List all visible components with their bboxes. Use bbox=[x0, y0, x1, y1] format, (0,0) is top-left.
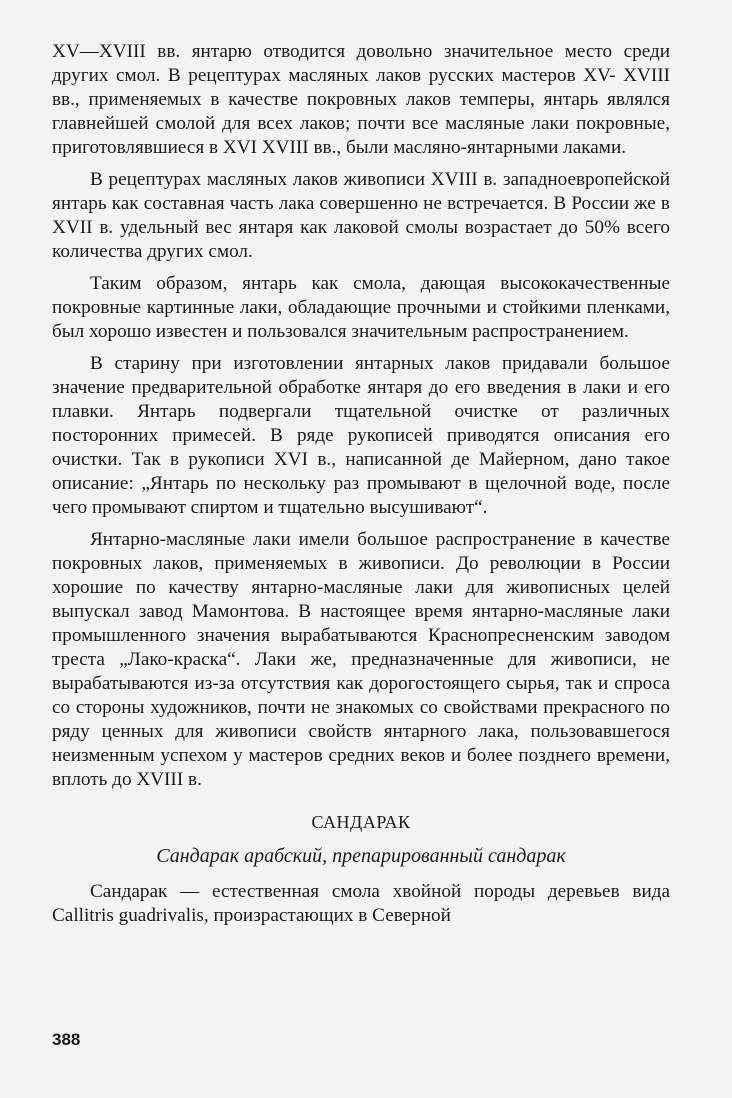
paragraph: В рецептурах масляных лаков живописи XVIII в. западноевропейской янтарь как составная часть лака совершенно не встречается. В России же в XVII в. удельный вес янтаря как лаковой смолы возрастает до 50% всего количества других смол. bbox=[52, 169, 670, 262]
paragraph: Сандарак — естественная смола хвойной породы деревьев вида Callitris guadrivalis, произрастающих в Северной bbox=[52, 881, 670, 926]
page-text bbox=[52, 40, 670, 928]
paragraph: В старину при изготовлении янтарных лаков придавали большое значение предварительной обработке янтаря до его введения в лаки и его плавки. Янтарь подвергали тщательной очистке от различных посторонних примесей. В ряде рукописей приводятся описания его очистки. Так в рукописи XVI в., написанной де Майерном, дано такое описание: „Янтарь по нескольку раз промывают в щелочной воде, после чего промывают спиртом и тщательно высушивают“. bbox=[52, 353, 670, 518]
paragraph: Янтарно-масляные лаки имели большое распространение в качестве покровных лаков, применяемых в живописи. До революции в России хорошие по качеству янтарно-масляные лаки для живописных целей выпускал завод Мамонтова. В настоящее время янтарно-масляные лаки промышленного значения вырабатываются Краснопресненским заводом треста „Лако-краска“. Лаки же, предназначенные для живописи, не вырабатываются из-за отсутствия как дорогостоящего сырья, так и спроса со стороны художников, почти не знакомых со свойствами прекрасного по ряду ценных для живописи свойств янтарного лака, пользовавшегося неизменным успехом у мастеров средних веков и более позднего времени, вплоть до XVIII в. bbox=[52, 529, 670, 790]
section-subheading: Сандарак арабский, препарированный сандарак bbox=[156, 845, 566, 867]
page-number: 388 bbox=[52, 1030, 81, 1049]
paragraph: XV—XVIII вв. янтарю отводится довольно значительное место среди других смол. В рецептурах масляных лаков русских мастеров XV- XVIII вв., применяемых в качестве покровных лаков темперы, янтарь являлся главнейшей смолой для всех лаков; почти все масляные лаки покровные, приготовлявшиеся в XVI XVIII вв., были масляно-янтарными лаками. bbox=[52, 41, 670, 158]
section-heading: САНДАРАК bbox=[311, 812, 411, 832]
paragraph: Таким образом, янтарь как смола, дающая высококачественные покровные картинные лаки, обладающие прочными и стойкими пленками, был хорошо известен и пользовался значительным распространением. bbox=[52, 273, 670, 342]
